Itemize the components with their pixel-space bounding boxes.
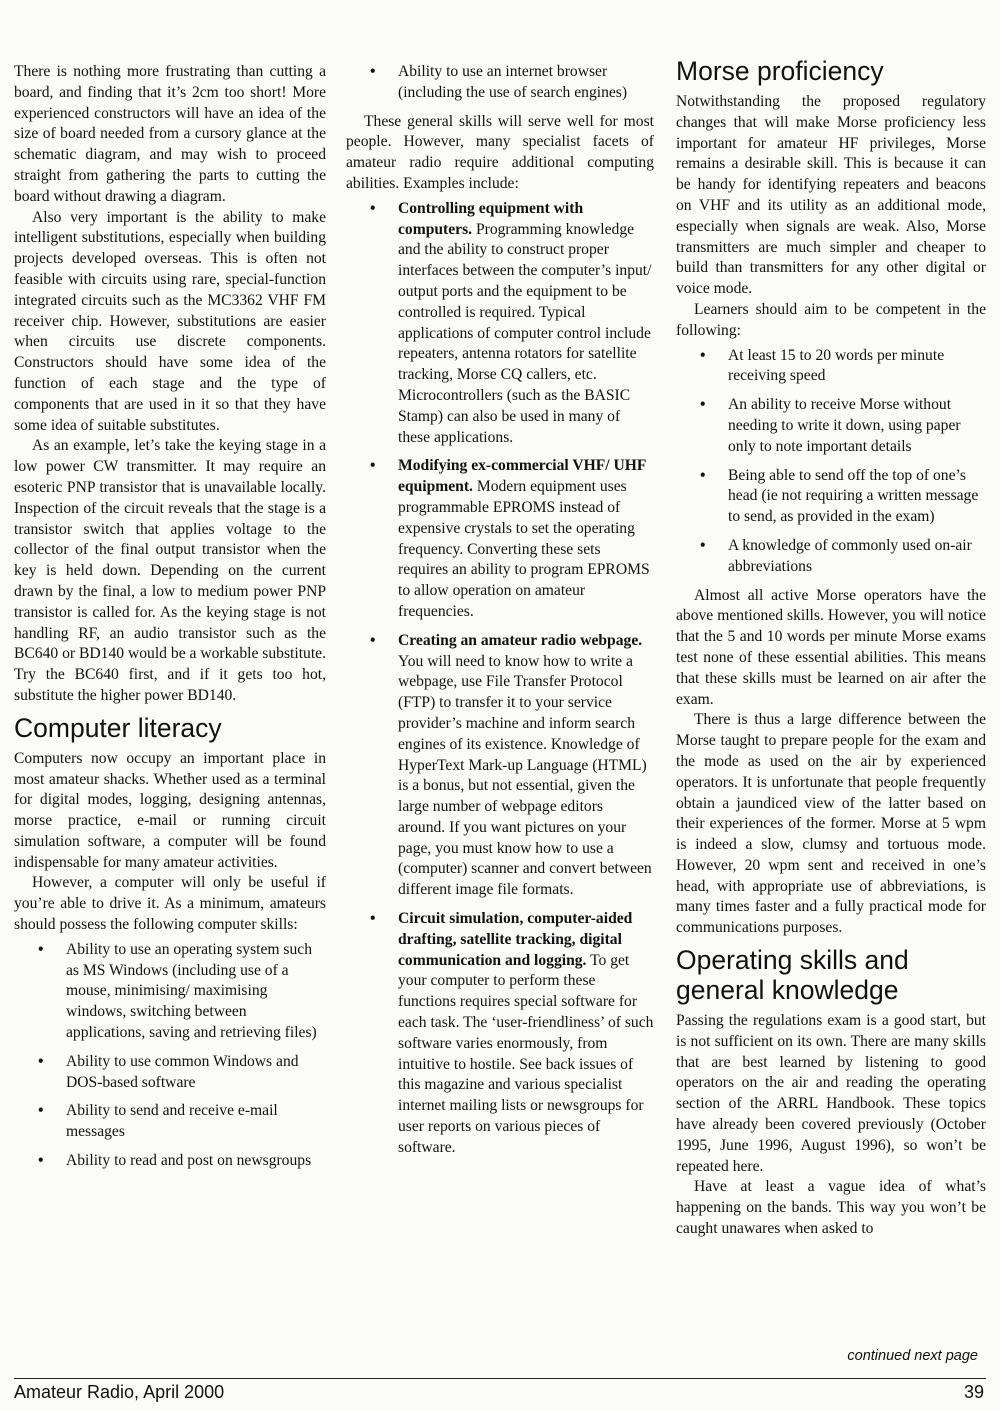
list-item (676, 346, 986, 388)
bullet-icon: • (370, 199, 376, 217)
bullet-list (14, 940, 326, 1172)
column-1 (14, 62, 326, 1180)
bullet-list (676, 346, 986, 578)
paragraph: Passing the regulations exam is a good start, but is not sufficient on its own. There are many skills that are best learned by listening to good operators on the air and reading the operating section of the ARRL Handbook. These topics have already been covered previously (October 1995, June 1996, August 1996), so won’t be repeated here. (676, 1012, 986, 1175)
list-item-text: Programming knowledge and the ability to construct proper interfaces between the computer’s input/ output ports and the equipment to be controlled is required. Typical applications of computer control include repeaters, antenna rotators for satellite tracking, Morse CQ callers, etc. Microcontrollers (such as the BASIC Stamp) can also be used in many of these applications. (398, 220, 652, 446)
list-item (14, 1052, 326, 1094)
bullet-icon: • (700, 396, 706, 414)
paragraph: There is thus a large difference between the Morse taught to prepare people for the exam and the mode as used on the air by experienced operators. It is unfortunate that people frequently obtain a jaundiced view of the latter based on their experiences of the former. Morse at 5 wpm is indeed a slow, clumsy and tortuous mode. However, 20 wpm sent and received in one’s head, with appropriate use of abbreviations, is many times faster and a fully practical mode for communications purposes. (676, 711, 986, 937)
bullet-icon: • (700, 466, 706, 484)
bullet-icon: • (38, 1102, 44, 1120)
list-item-lead: Creating an amateur radio webpage. (398, 631, 643, 649)
bullet-list (346, 199, 654, 1159)
bullet-icon: • (38, 940, 44, 958)
list-item-text: To get your computer to perform these functions requires special software for each task. The ‘user-friendliness’ of such software varies enormously, from intuitive to hostile. See back issues of this magazine and various specialist internet mailing lists or newsgroups for user reports on various pieces of software. (398, 951, 654, 1156)
list-item (14, 1101, 326, 1143)
list-item (346, 456, 654, 622)
list-item (676, 466, 986, 528)
list-item-lead: Controlling equipment with computers. (398, 199, 584, 238)
bullet-icon: • (38, 1152, 44, 1170)
list-item-lead: Circuit simulation, computer-aided drafting, satellite tracking, digital communication and logging. (398, 910, 633, 969)
list-item-text: Ability to use common Windows and DOS-based software (66, 1052, 299, 1091)
bullet-icon: • (370, 910, 376, 928)
list-item (14, 940, 326, 1044)
footer-publication: Amateur Radio, April 2000 (14, 1382, 225, 1402)
paragraph: These general skills will serve well for most people. However, many specialist facets of amateur radio require additional computing abilities. Examples include: (346, 112, 654, 192)
bullet-icon: • (700, 536, 706, 554)
paragraph: Almost all active Morse operators have the above mentioned skills. However, you will notice that the 5 and 10 words per minute Morse exams test none of these essential abilities. This means that these skills must be learned on air after the exam. (676, 586, 986, 708)
list-item (346, 62, 654, 104)
list-item-text: Ability to send and receive e-mail messages (66, 1102, 278, 1141)
section-heading-operating-skills: Operating skills and general knowledge (676, 945, 909, 1006)
list-item-text: Modern equipment uses programmable EPROMS instead of expensive crystals to set the operating frequency. Converting these sets requires an ability to program EPROMS to allow operation on amateur frequencies. (398, 478, 650, 620)
list-item-text: At least 15 to 20 words per minute receiving speed (728, 346, 945, 385)
paragraph: There is nothing more frustrating than cutting a board, and finding that it’s 2cm too short! More experienced constructors will have an idea of the size of board needed from a cursory glance at the schematic diagram, and may wish to proceed straight from gathering the parts to cutting the board without drawing a diagram. (14, 63, 326, 205)
page-number: 39 (963, 1382, 984, 1402)
footer-divider (14, 1378, 986, 1379)
paragraph: Also very important is the ability to make intelligent substitutions, especially when building projects developed overseas. This is often not feasible with circuits using rare, special-function integrated circuits such as the MC3362 VHF FM receiver chip. However, substitutions are easier when circuits use discrete components. Constructors should have some idea of the function of each stage and the type of components that are used in it so that they have some idea of suitable substitutes. (14, 208, 326, 434)
list-item-text: An ability to receive Morse without needing to write it down, using paper only to note important details (728, 396, 961, 455)
list-item-text: Ability to use an internet browser (including the use of search engines) (398, 63, 628, 101)
paragraph: However, a computer will only be useful if you’re able to drive it. As a minimum, amateurs should possess the following computer skills: (14, 874, 326, 934)
bullet-icon: • (700, 346, 706, 364)
paragraph: Learners should aim to be competent in the following: (676, 300, 986, 339)
list-item (346, 909, 654, 1159)
column-3 (676, 56, 986, 1240)
list-item-text: Ability to use an operating system such as MS Windows (including use of a mouse, minimising/ maximising windows, switching between applications, saving and retrieving files) (66, 940, 317, 1042)
paragraph: Have at least a vague idea of what’s happening on the bands. This way you won’t be caught unawares when asked to (676, 1178, 986, 1238)
section-heading-morse-proficiency: Morse proficiency (676, 56, 884, 86)
bullet-list (346, 62, 654, 104)
list-item-text: You will need to know how to write a webpage, use File Transfer Protocol (FTP) to transfer it to your service provider’s machine and inform search engines of its existence. Knowledge of HyperText Mark-up Language (HTML) is a bonus, but not essential, given the large number of webpage editors around. If you want pictures on your page, you must know how to use a (computer) scanner and convert between different image file formats. (398, 652, 652, 899)
paragraph: As an example, let’s take the keying stage in a low power CW transmitter. It may require an esoteric PNP transistor that is unavailable locally. Inspection of the circuit reveals that the stage is a transistor switch that applies voltage to the collector of the final output transistor when the key is held down. Depending on the current drawn by the final, a low to medium power PNP transistor is called for. As the keying stage is not handling RF, an audio transistor such as the BC640 or BD140 would be a workable substitute. Try the BC640 first, and if it gets too hot, substitute the higher power BD140. (14, 437, 326, 704)
paragraph: Computers now occupy an important place in most amateur shacks. Whether used as a terminal for digital modes, logging, designing antennas, morse practice, e-mail or running circuit simulation software, a computer will be found indispensable for many amateur activities. (14, 749, 326, 871)
list-item-lead: Modifying ex-commercial VHF/ UHF equipment. (398, 457, 646, 496)
bullet-icon: • (370, 457, 376, 475)
paragraph: Notwithstanding the proposed regulatory changes that will make Morse proficiency less important for amateur HF privileges, Morse remains a desirable skill. This is because it can be handy for identifying repeaters and beacons on VHF and its utility as an additional mode, especially when signals are weak. Also, Morse transmitters are much simpler and cheaper to build than transmitters for any other digital or voice mode. (676, 93, 986, 298)
bullet-icon: • (38, 1052, 44, 1070)
list-item-text: Being able to send off the top of one’s head (ie not requiring a written message to send, as provided in the exam) (728, 466, 979, 526)
list-item-text: A knowledge of commonly used on-air abbreviations (728, 536, 972, 575)
list-item-text: Ability to read and post on newsgroups (66, 1152, 312, 1170)
continued-next-page: continued next page (847, 1348, 978, 1364)
column-2 (346, 62, 654, 1167)
list-item (676, 395, 986, 457)
section-heading-computer-literacy: Computer literacy (14, 712, 222, 743)
bullet-icon: • (370, 63, 376, 80)
list-item (676, 536, 986, 578)
list-item (346, 631, 654, 901)
list-item (14, 1151, 326, 1172)
list-item (346, 199, 654, 449)
bullet-icon: • (370, 631, 376, 649)
